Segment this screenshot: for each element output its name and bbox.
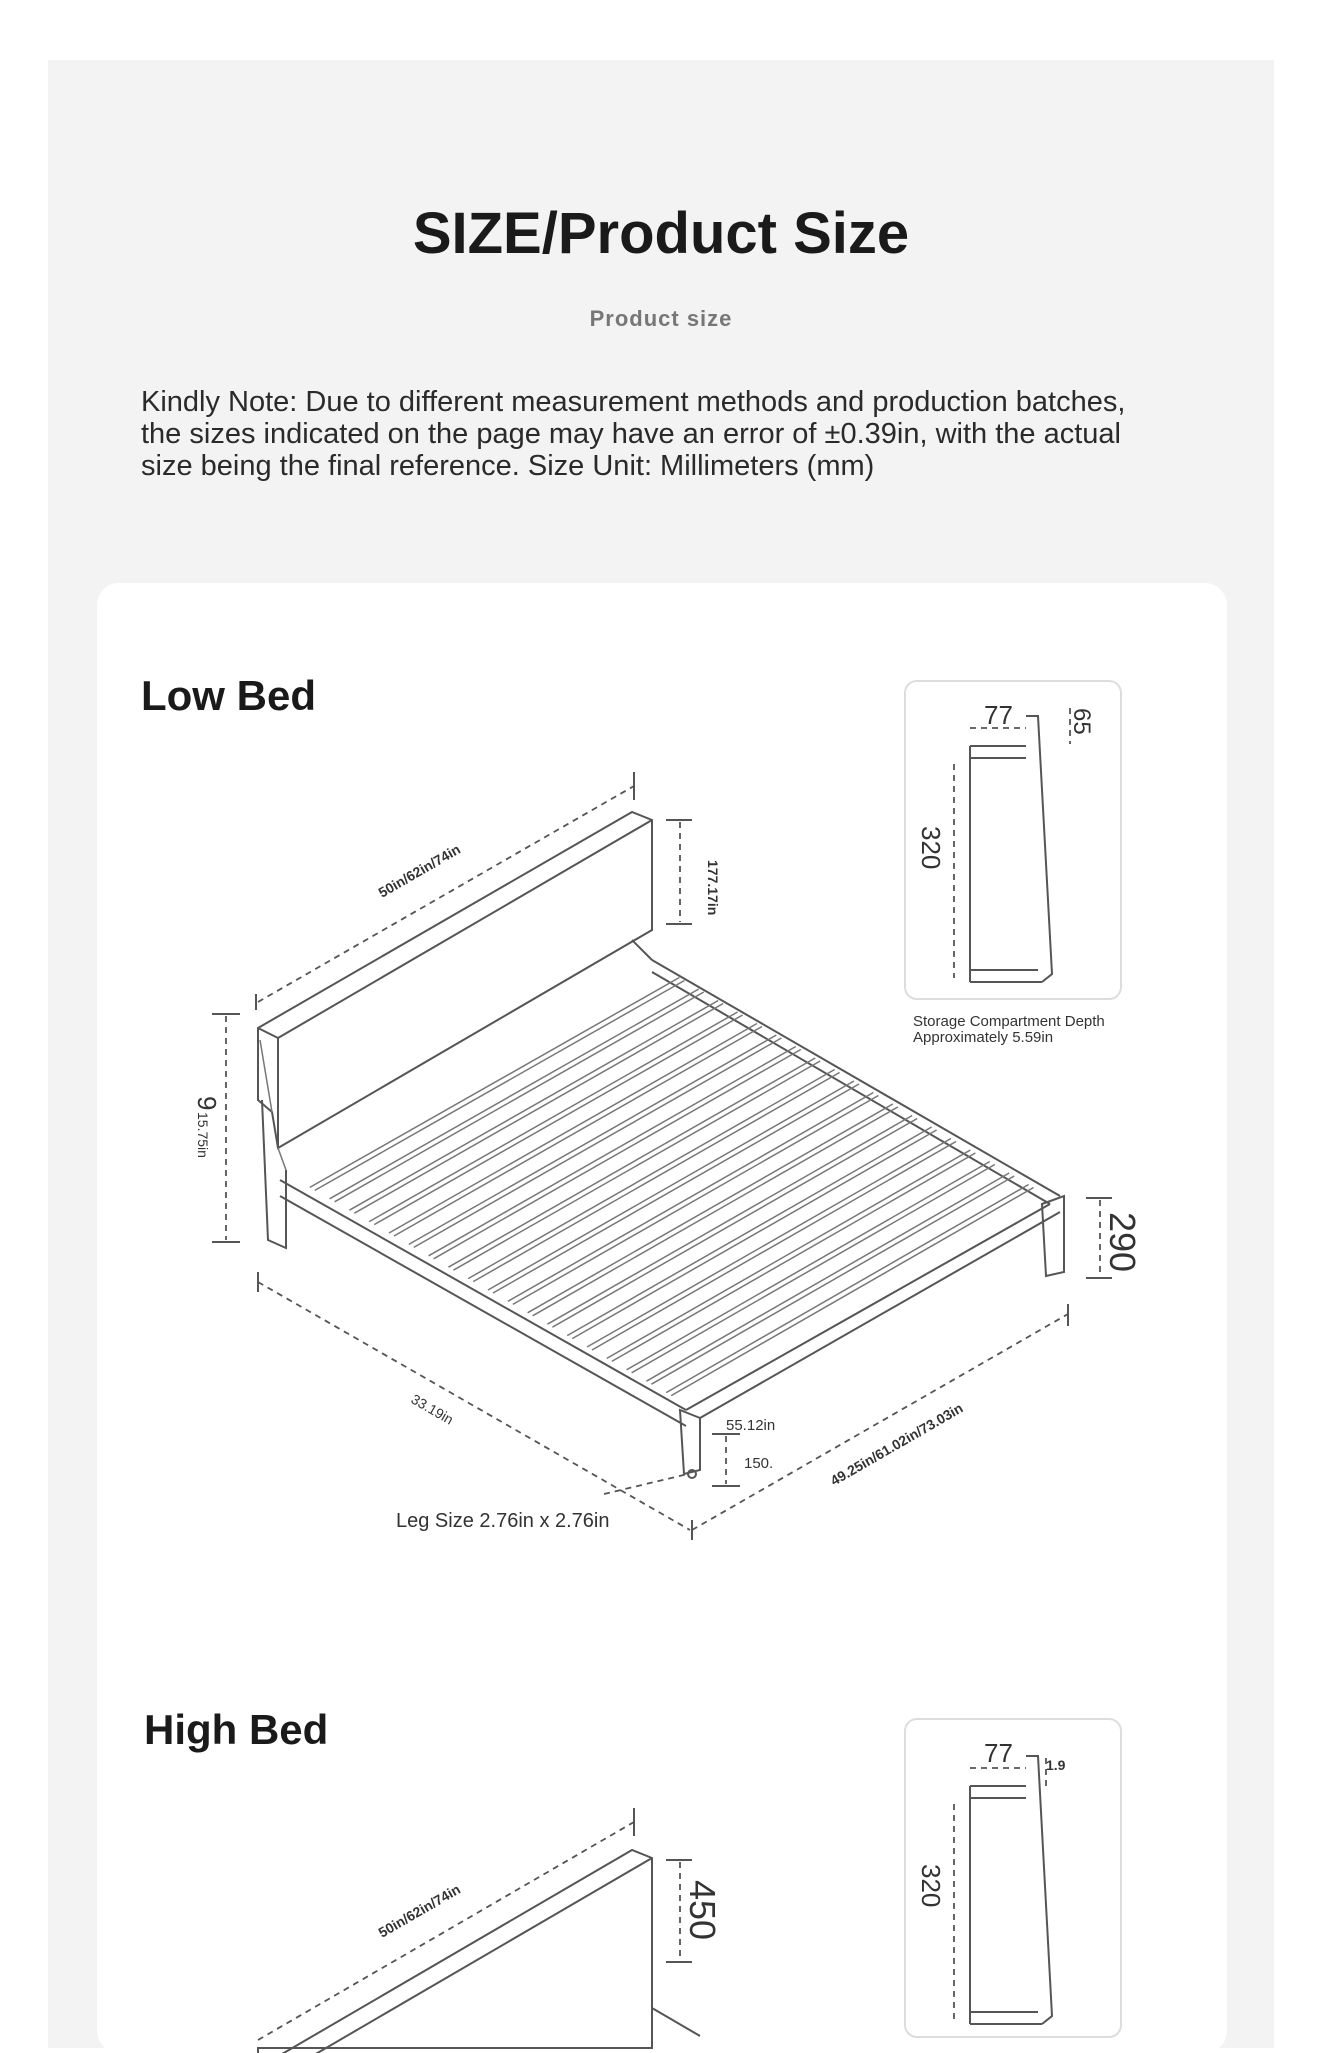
low-bed-inset-top-label: 77 (984, 700, 1013, 730)
low-bed-depth-label: 33.19in (408, 1390, 457, 1428)
high-bed-headboard (258, 1850, 700, 2053)
low-bed-leg-bottom-label: 150. (744, 1455, 774, 1472)
high-bed-inset-height-label: 320 (916, 1864, 946, 1908)
low-bed-leg-top-label: 55.12in (726, 1417, 776, 1434)
low-bed-storage-caption-line2: Approximately 5.59in (913, 1029, 1054, 1046)
high-bed-width-label: 50in/62in/74in (375, 1880, 464, 1941)
high-bed-inset-top-label: 77 (984, 1738, 1013, 1768)
low-bed-leg-caption: Leg Size 2.76in x 2.76in (396, 1510, 610, 1532)
page-title: SIZE/Product Size (412, 201, 910, 266)
size-note: Kindly Note: Due to different measurement methods and production batches, the sizes indicated on the page may have an error of ±0.39in, with the actual size being the final reference. Size Unit: Millimeters (mm) (141, 386, 1126, 482)
low-bed-width-label: 50in/62in/74in (375, 840, 464, 901)
low-bed-headboard-height-label: 177.17in (705, 860, 721, 916)
high-bed-headboard-height-label: 450 (682, 1880, 723, 1941)
high-bed-inset-side-label: 1.9 (1046, 1757, 1066, 1773)
low-bed-inset-height-label: 320 (916, 826, 946, 870)
high-bed-storage-inset (904, 1718, 1122, 2038)
low-bed-inset-side-label: 65 (1068, 708, 1095, 735)
high-bed-title: High Bed (144, 1706, 329, 1753)
page-subtitle: Product size (589, 306, 733, 331)
low-bed-title: Low Bed (141, 672, 316, 719)
low-bed-frame-height-label: 290 (1102, 1212, 1143, 1273)
low-bed-side-glyph: 9 (192, 1096, 222, 1111)
low-bed-length-label: 49.25in/61.02in/73.03in (827, 1399, 966, 1489)
low-bed-side-height-label: 15.75in (195, 1112, 211, 1158)
low-bed-storage-caption-line1: Storage Compartment Depth (913, 1013, 1105, 1030)
